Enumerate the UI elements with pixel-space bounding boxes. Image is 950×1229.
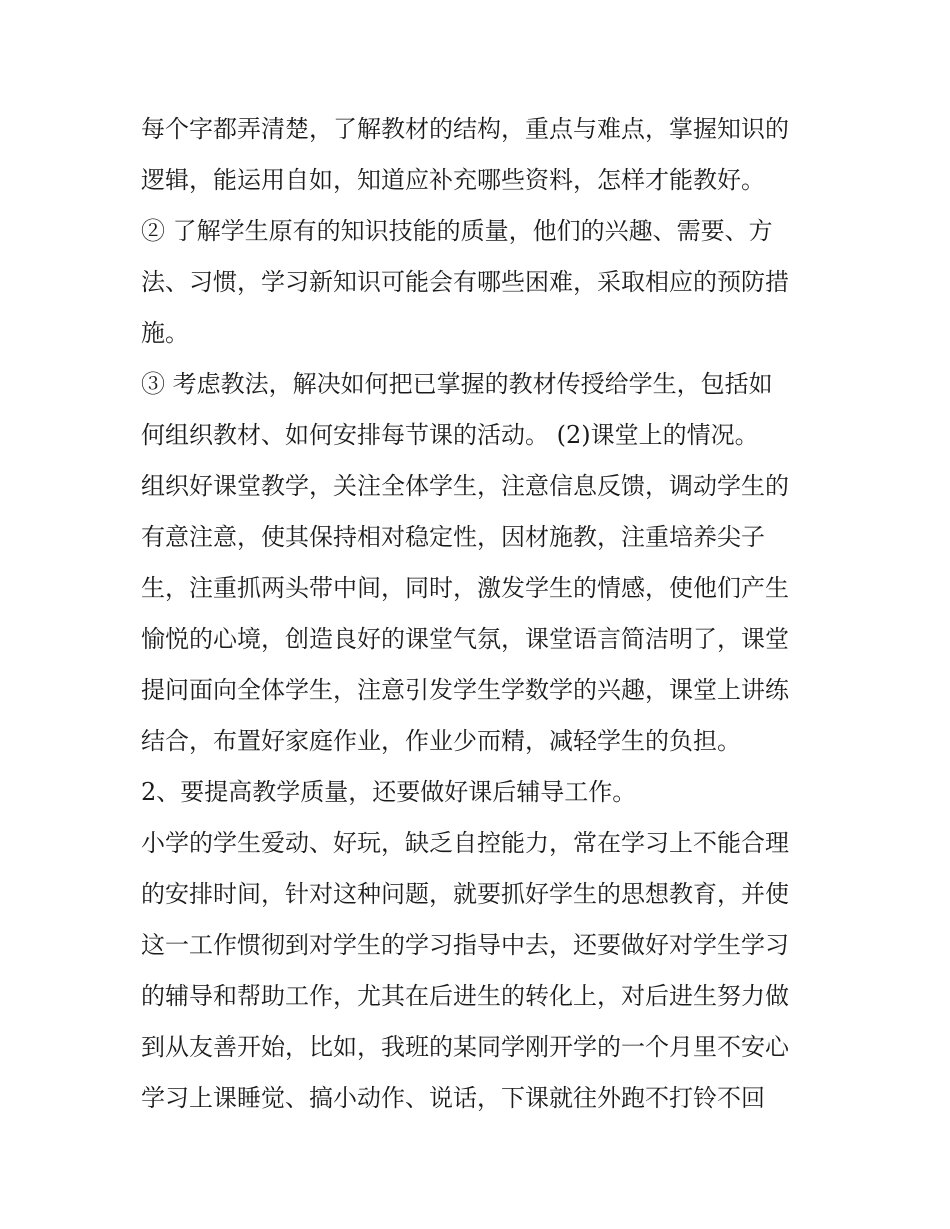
text-line: 到从友善开始，比如，我班的某同学刚开学的一个月里不安心: [141, 1033, 789, 1061]
text-line: ② 了解学生原有的知识技能的质量，他们的兴趣、需要、方: [141, 217, 773, 245]
text-line: 每个字都弄清楚，了解教材的结构，重点与难点，掌握知识的: [141, 115, 789, 143]
text-line: 结合，布置好家庭作业，作业少而精，减轻学生的负担。: [141, 727, 741, 755]
text-line: 逻辑，能运用自如，知道应补充哪些资料，怎样才能教好。: [141, 166, 765, 194]
text-line: 这一工作惯彻到对学生的学习指导中去，还要做好对学生学习: [141, 931, 789, 959]
body-text: [141, 104, 821, 1124]
text-line: 有意注意，使其保持相对稳定性，因材施教，注重培养尖子: [141, 523, 765, 551]
text-line: 的安排时间，针对这种问题，就要抓好学生的思想教育，并使: [141, 880, 789, 908]
text-line: ③ 考虑教法，解决如何把已掌握的教材传授给学生，包括如: [141, 370, 773, 398]
text-line: 愉悦的心境，创造良好的课堂气氛，课堂语言简洁明了，课堂: [141, 625, 789, 653]
text-line: 的辅导和帮助工作，尤其在后进生的转化上，对后进生努力做: [141, 982, 789, 1010]
text-line: 生，注重抓两头带中间，同时，激发学生的情感，使他们产生: [141, 574, 789, 602]
text-line: 小学的学生爱动、好玩，缺乏自控能力，常在学习上不能合理: [141, 829, 789, 857]
text-line: 何组织教材、如何安排每节课的活动。 (2)课堂上的情况。: [141, 421, 759, 449]
text-line: 施。: [141, 319, 189, 347]
text-line: 2、要提高教学质量，还要做好课后辅导工作。: [141, 778, 637, 806]
text-line: 法、习惯，学习新知识可能会有哪些困难，采取相应的预防措: [141, 268, 789, 296]
text-line: 组织好课堂教学，关注全体学生，注意信息反馈，调动学生的: [141, 472, 789, 500]
text-line: 学习上课睡觉、搞小动作、说话，下课就往外跑不打铃不回: [141, 1084, 765, 1112]
text-line: 提问面向全体学生，注意引发学生学数学的兴趣，课堂上讲练: [141, 676, 789, 704]
